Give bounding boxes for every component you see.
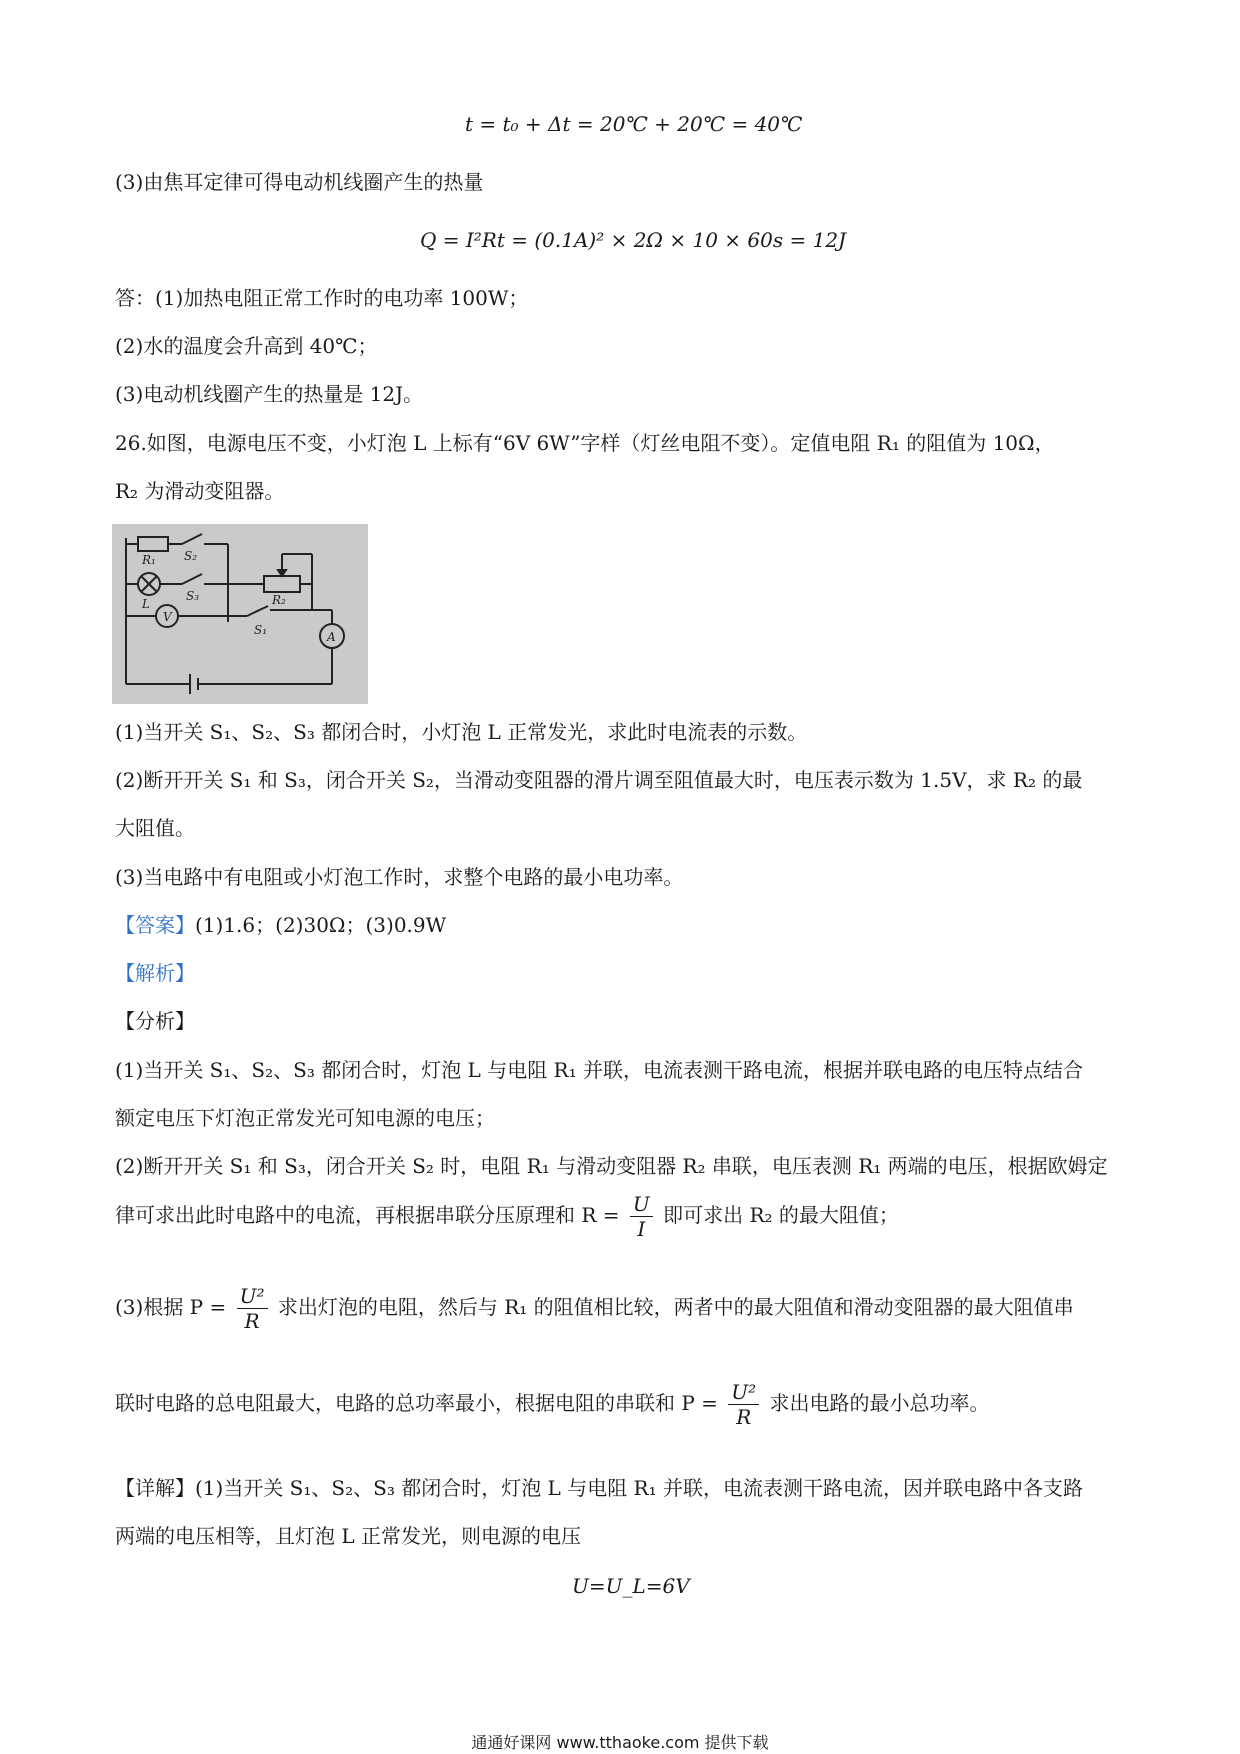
- fraction-3-den: R: [736, 1405, 752, 1429]
- footer-credit: 通通好课网 www.tthaoke.com 提供下载: [471, 1733, 769, 1752]
- question-26-stem: 26.如图，电源电压不变，小灯泡 L 上标有“6V 6W”字样（灯丝电阻不变）。定值电阻 R₁ 的阻值为 10Ω，: [115, 431, 1055, 455]
- fraction-1-den: I: [637, 1217, 646, 1241]
- fraction-2-num: U²: [237, 1284, 268, 1309]
- fraction-2-den: R: [244, 1309, 260, 1333]
- detail-1-text: (1)当开关 S₁、S₂、S₃ 都闭合时，灯泡 L 与电阻 R₁ 并联，电流表测干路电流，因并联电路中各支路: [195, 1476, 1083, 1500]
- analysis-2-cont: [115, 1192, 899, 1241]
- answer-text: (1)1.6；(2)30Ω；(3)0.9W: [195, 913, 447, 937]
- label-s1: S₁: [254, 623, 268, 637]
- fraction-u2-over-r-1: [237, 1284, 268, 1333]
- analysis-3: [115, 1284, 1074, 1333]
- answer-row: [115, 913, 446, 937]
- analysis-3-cont: [115, 1380, 990, 1429]
- fenxi-tag: 【分析】: [115, 1009, 195, 1033]
- label-v: V: [163, 610, 172, 624]
- subquestion-2-cont: 大阻值。: [115, 816, 195, 840]
- label-r2: R₂: [272, 593, 286, 607]
- analysis-2: (2)断开开关 S₁ 和 S₃，闭合开关 S₂ 时，电阻 R₁ 与滑动变阻器 R₂ 串联，电压表测 R₁ 两端的电压，根据欧姆定: [115, 1154, 1108, 1178]
- label-a: A: [327, 630, 336, 644]
- part3-intro: (3)由焦耳定律可得电动机线圈产生的热量: [115, 170, 484, 194]
- fraction-u2-over-r-2: [728, 1380, 759, 1429]
- analysis-3-cont-post: 求出电路的最小总功率。: [769, 1391, 990, 1415]
- analysis-3-post: 求出灯泡的电阻，然后与 R₁ 的阻值相比较，两者中的最大阻值和滑动变阻器的最大阻值串: [277, 1295, 1074, 1319]
- detail-2: 两端的电压相等，且灯泡 L 正常发光，则电源的电压: [115, 1524, 581, 1548]
- subquestion-2: (2)断开开关 S₁ 和 S₃，闭合开关 S₂，当滑动变阻器的滑片调至阻值最大时，电压表示数为 1.5V，求 R₂ 的最: [115, 768, 1083, 792]
- equation-final-temperature: t = t₀ + Δt = 20℃ + 20℃ = 40℃: [465, 112, 803, 136]
- analysis-2-cont-pre: 律可求出此时电路中的电流，再根据串联分压原理和 R =: [115, 1203, 620, 1227]
- detail-1: [115, 1476, 1083, 1500]
- fraction-1-num: U: [630, 1192, 653, 1217]
- equation-source-voltage: U=U_L=6V: [572, 1574, 690, 1598]
- answer-line-3: (3)电动机线圈产生的热量是 12J。: [115, 382, 424, 406]
- question-26-stem-cont: R₂ 为滑动变阻器。: [115, 479, 285, 503]
- analysis-3-cont-pre: 联时电路的总电阻最大，电路的总功率最小，根据电阻的串联和 P =: [115, 1391, 718, 1415]
- analysis-1-cont: 额定电压下灯泡正常发光可知电源的电压；: [115, 1106, 495, 1130]
- label-r1: R₁: [142, 553, 156, 567]
- analysis-2-cont-post: 即可求出 R₂ 的最大阻值；: [663, 1203, 899, 1227]
- circuit-diagram: [112, 524, 368, 704]
- fraction-3-num: U²: [728, 1380, 759, 1405]
- subquestion-1: (1)当开关 S₁、S₂、S₃ 都闭合时，小灯泡 L 正常发光，求此时电流表的示数。: [115, 720, 808, 744]
- jiexi-tag: 【解析】: [115, 961, 195, 985]
- label-s3: S₃: [186, 589, 200, 603]
- analysis-3-pre: (3)根据 P =: [115, 1295, 227, 1319]
- answer-line-1: 答：(1)加热电阻正常工作时的电功率 100W；: [115, 286, 529, 310]
- subquestion-3: (3)当电路中有电阻或小灯泡工作时，求整个电路的最小电功率。: [115, 865, 684, 889]
- analysis-1: (1)当开关 S₁、S₂、S₃ 都闭合时，灯泡 L 与电阻 R₁ 并联，电流表测干路电流，根据并联电路的电压特点结合: [115, 1058, 1083, 1082]
- label-l: L: [142, 597, 150, 611]
- fraction-u-over-i: [630, 1192, 653, 1241]
- equation-joule-heat: Q = I²Rt = (0.1A)² × 2Ω × 10 × 60s = 12J: [420, 228, 847, 252]
- label-s2: S₂: [184, 549, 198, 563]
- answer-line-2: (2)水的温度会升高到 40℃；: [115, 334, 378, 358]
- detail-tag: 【详解】: [115, 1476, 195, 1500]
- answer-tag: 【答案】: [115, 913, 195, 937]
